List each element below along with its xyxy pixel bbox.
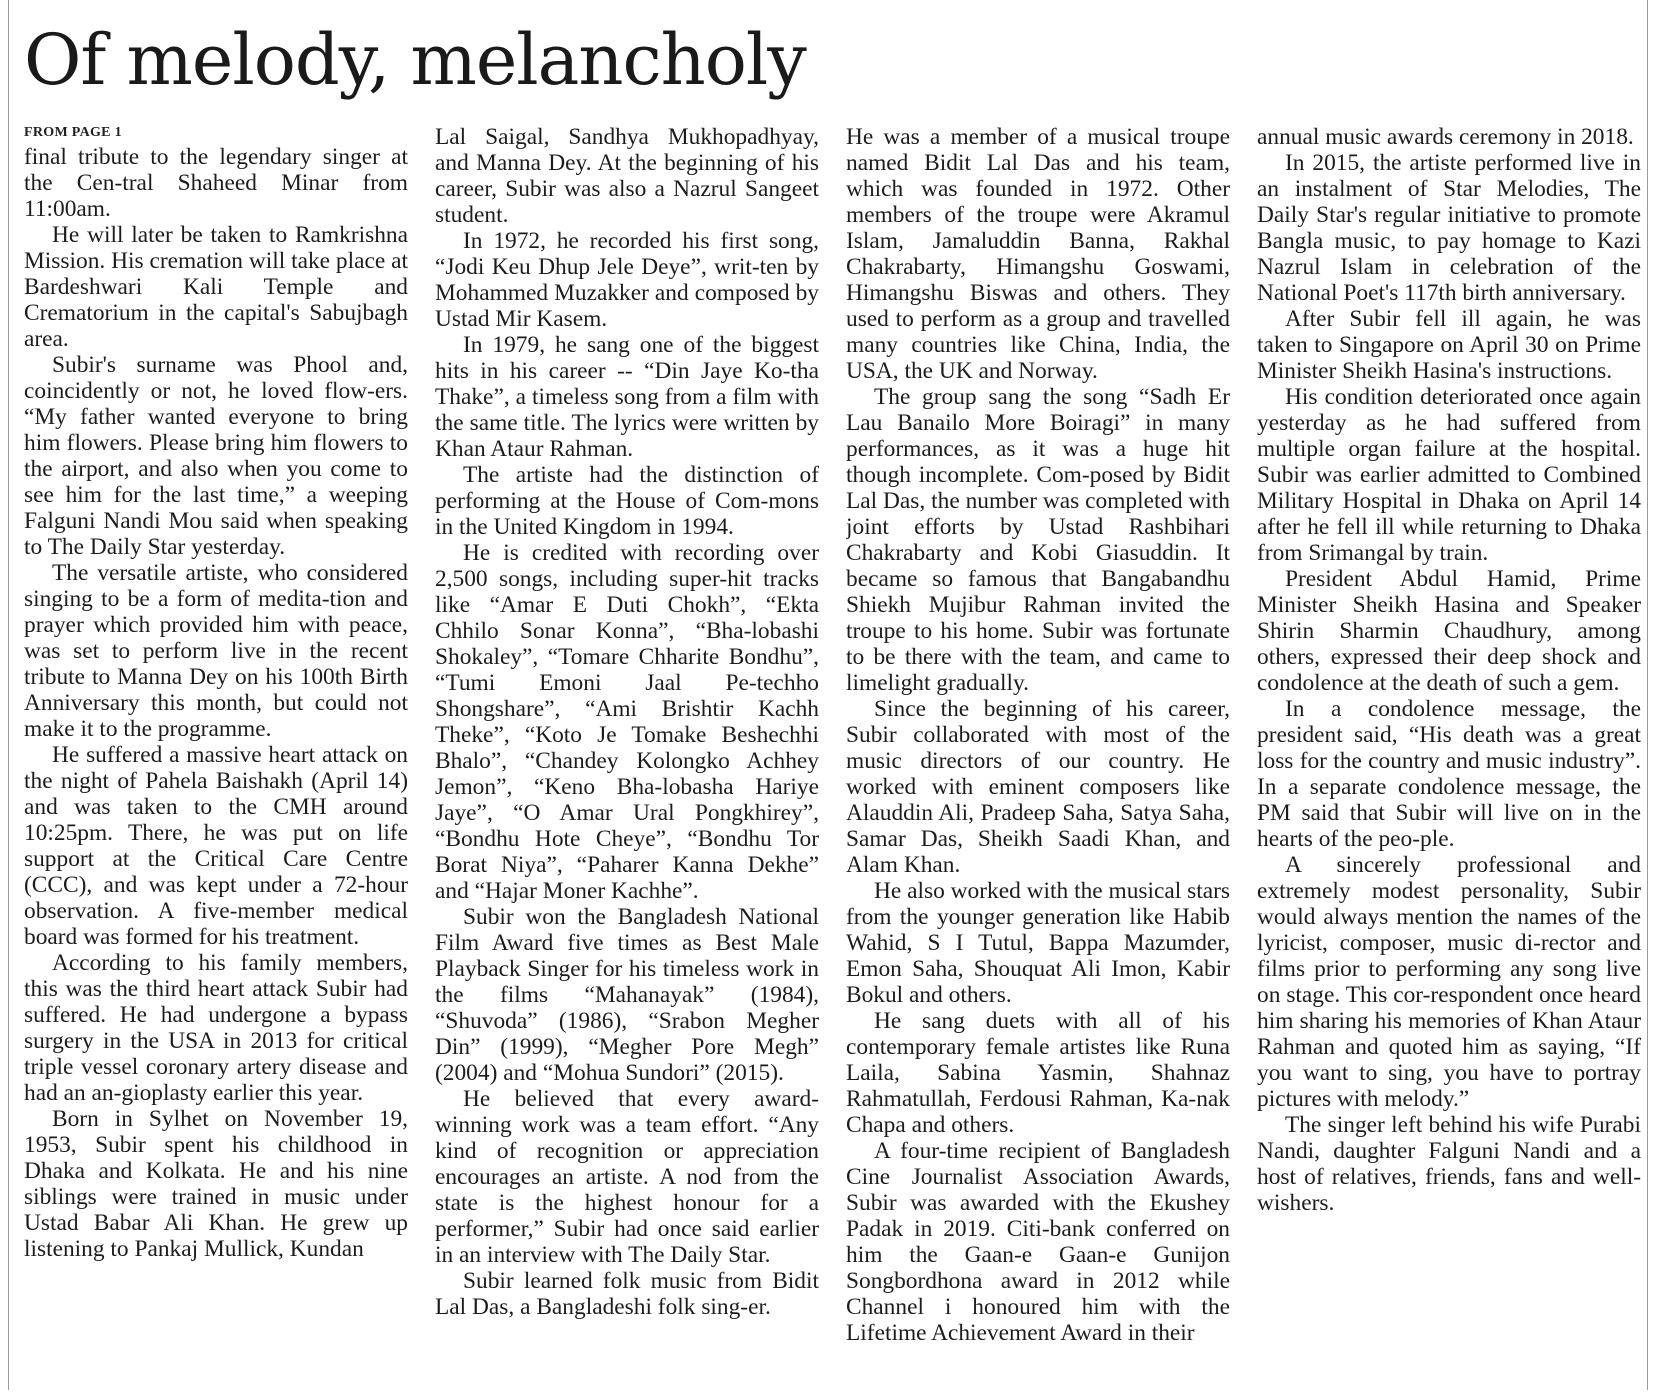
paragraph: His condition deteriorated once again yesterday as he had suffered from multiple organ failure at the hospital. Subir was earlier admitted to Combined Military Hospital in Dhaka on April 14 after he fell ill while returning to Dhaka from Srimangal by train. (1257, 384, 1641, 566)
continuation-kicker: FROM PAGE 1 (24, 125, 122, 140)
paragraph: A four-time recipient of Bangladesh Cine Journalist Association Awards, Subir was awarded with the Ekushey Padak in 2019. Citi-bank conferred on him the Gaan-e Gaan-e Gunijon Songbordhona award in 2012 while Channel i honoured him with the Lifetime Achievement Award in their (846, 1138, 1230, 1346)
paragraph: The group sang the song “Sadh Er Lau Banailo More Boiragi” in many performances, as it was a huge hit though incomplete. Com-posed by Bidit Lal Das, the number was completed with joint efforts by Ustad Rashbihari Chakrabarty and Kobi Giasuddin. It became so famous that Bangabandhu Shiekh Mujibur Rahman invited the troupe to his home. Subir was fortunate to be there with the team, and came to limelight gradually. (846, 384, 1230, 696)
paragraph: President Abdul Hamid, Prime Minister Sheikh Hasina and Speaker Shirin Sharmin Chaudhury, among others, expressed their deep shock and condolence at the death of such a gem. (1257, 566, 1641, 696)
paragraph: Subir learned folk music from Bidit Lal Das, a Bangladeshi folk sing-er. (435, 1268, 819, 1320)
paragraph: He is credited with recording over 2,500 songs, including super-hit tracks like “Amar E Duti Chokh”, “Ekta Chhilo Sonar Konna”, “Bha-lobashi Shokaley”, “Tomare Chharite Bondhu”, “Tumi Emoni Jaal Pe-techho Shongshare”, “Ami Brishtir Kachh Theke”, “Koto Je Tomake Beshechhi Bhalo”, “Chandey Kolongko Achhey Jemon”, “Keno Bha-lobasha Hariye Jaye”, “O Amar Ural Pongkhirey”, “Bondhu Hote Cheye”, “Bondhu Tor Borat Niya”, “Paharer Kanna Dekhe” and “Hajar Moner Kachhe”. (435, 540, 819, 904)
paragraph: final tribute to the legendary singer at the Cen-tral Shaheed Minar from 11:00am. (24, 144, 408, 222)
paragraph: Subir won the Bangladesh National Film Award five times as Best Male Playback Singer for his timeless work in the films “Mahanayak” (1984), “Shuvoda” (1986), “Srabon Megher Din” (1999), “Megher Pore Megh” (2004) and “Mohua Sundori” (2015). (435, 904, 819, 1086)
paragraph: He sang duets with all of his contemporary female artistes like Runa Laila, Sabina Yasmin, Shahnaz Rahmatullah, Ferdousi Rahman, Ka-nak Chapa and others. (846, 1008, 1230, 1138)
paragraph: Born in Sylhet on November 19, 1953, Subir spent his childhood in Dhaka and Kolkata. He and his nine siblings were trained in music under Ustad Babar Ali Khan. He grew up listening to Pankaj Mullick, Kundan (24, 1106, 408, 1262)
paragraph: The singer left behind his wife Purabi Nandi, daughter Falguni Nandi and a host of relatives, friends, fans and well-wishers. (1257, 1112, 1641, 1216)
paragraph: He suffered a massive heart attack on the night of Pahela Baishakh (April 14) and was taken to the CMH around 10:25pm. There, he was put on life support at the Critical Care Centre (CCC), and was kept under a 72-hour observation. A five-member medical board was formed for his treatment. (24, 742, 408, 950)
paragraph: The artiste had the distinction of performing at the House of Com-mons in the United Kingdom in 1994. (435, 462, 819, 540)
headline: Of melody, melancholy (24, 19, 806, 101)
paragraph: He believed that every award-winning work was a team effort. “Any kind of recognition or appreciation encourages an artiste. A nod from the state is the highest honour for a performer,” Subir had once said earlier in an interview with The Daily Star. (435, 1086, 819, 1268)
article-column-3 (846, 124, 1230, 1386)
paragraph: The versatile artiste, who considered singing to be a form of medita-tion and prayer which provided him with peace, was set to perform live in the recent tribute to Manna Dey on his 100th Birth Anniversary this month, but could not make it to the programme. (24, 560, 408, 742)
paragraph: Since the beginning of his career, Subir collaborated with most of the music directors of our country. He worked with eminent composers like Alauddin Ali, Pradeep Saha, Satya Saha, Samar Das, Sheikh Saadi Khan, and Alam Khan. (846, 696, 1230, 878)
paragraph: annual music awards ceremony in 2018. (1257, 124, 1634, 150)
paragraph: Subir's surname was Phool and, coincidently or not, he loved flow-ers. “My father wanted everyone to bring him flowers. Please bring him flowers to the airport, and also when you come to see him for the last time,” a weeping Falguni Nandi Mou said when speaking to The Daily Star yesterday. (24, 352, 408, 560)
paragraph: He was a member of a musical troupe named Bidit Lal Das and his team, which was founded in 1972. Other members of the troupe were Akramul Islam, Jamaluddin Banna, Rakhal Chakrabarty, Himangshu Goswami, Himangshu Biswas and others. They used to perform as a group and travelled many countries like China, India, the USA, the UK and Norway. (846, 124, 1230, 384)
article-column-4 (1257, 124, 1641, 1386)
paragraph: According to his family members, this was the third heart attack Subir had suffered. He had undergone a bypass surgery in the USA in 2013 for critical triple vessel coronary artery disease and had an an-gioplasty earlier this year. (24, 950, 408, 1106)
article-body (24, 124, 1641, 1386)
paragraph: In a condolence message, the president said, “His death was a great loss for the country and music industry”. In a separate condolence message, the PM said that Subir will live on in the hearts of the peo-ple. (1257, 696, 1641, 852)
paragraph: He will later be taken to Ramkrishna Mission. His cremation will take place at Bardeshwari Kali Temple and Crematorium in the capital's Sabujbagh area. (24, 222, 408, 352)
paragraph: He also worked with the musical stars from the younger generation like Habib Wahid, S I Tutul, Bappa Mazumder, Emon Saha, Shouquat Ali Imon, Kabir Bokul and others. (846, 878, 1230, 1008)
article-column-2 (435, 124, 819, 1386)
paragraph: In 2015, the artiste performed live in an instalment of Star Melodies, The Daily Star's regular initiative to promote Bangla music, to pay homage to Kazi Nazrul Islam in celebration of the National Poet's 117th birth anniversary. (1257, 150, 1641, 306)
paragraph: In 1979, he sang one of the biggest hits in his career -- “Din Jaye Ko-tha Thake”, a timeless song from a film with the same title. The lyrics were written by Khan Ataur Rahman. (435, 332, 819, 462)
paragraph: After Subir fell ill again, he was taken to Singapore on April 30 on Prime Minister Sheikh Hasina's instructions. (1257, 306, 1641, 384)
paragraph: A sincerely professional and extremely modest personality, Subir would always mention the names of the lyricist, composer, music di-rector and films prior to performing any song live on stage. This cor-respondent once heard him sharing his memories of Khan Ataur Rahman and quoted him as saying, “If you want to sing, you have to portray pictures with melody.” (1257, 852, 1641, 1112)
paragraph: In 1972, he recorded his first song, “Jodi Keu Dhup Jele Deye”, writ-ten by Mohammed Muzakker and composed by Ustad Mir Kasem. (435, 228, 819, 332)
paragraph: Lal Saigal, Sandhya Mukhopadhyay, and Manna Dey. At the beginning of his career, Subir was also a Nazrul Sangeet student. (435, 124, 819, 228)
article-column-1 (24, 124, 408, 1386)
